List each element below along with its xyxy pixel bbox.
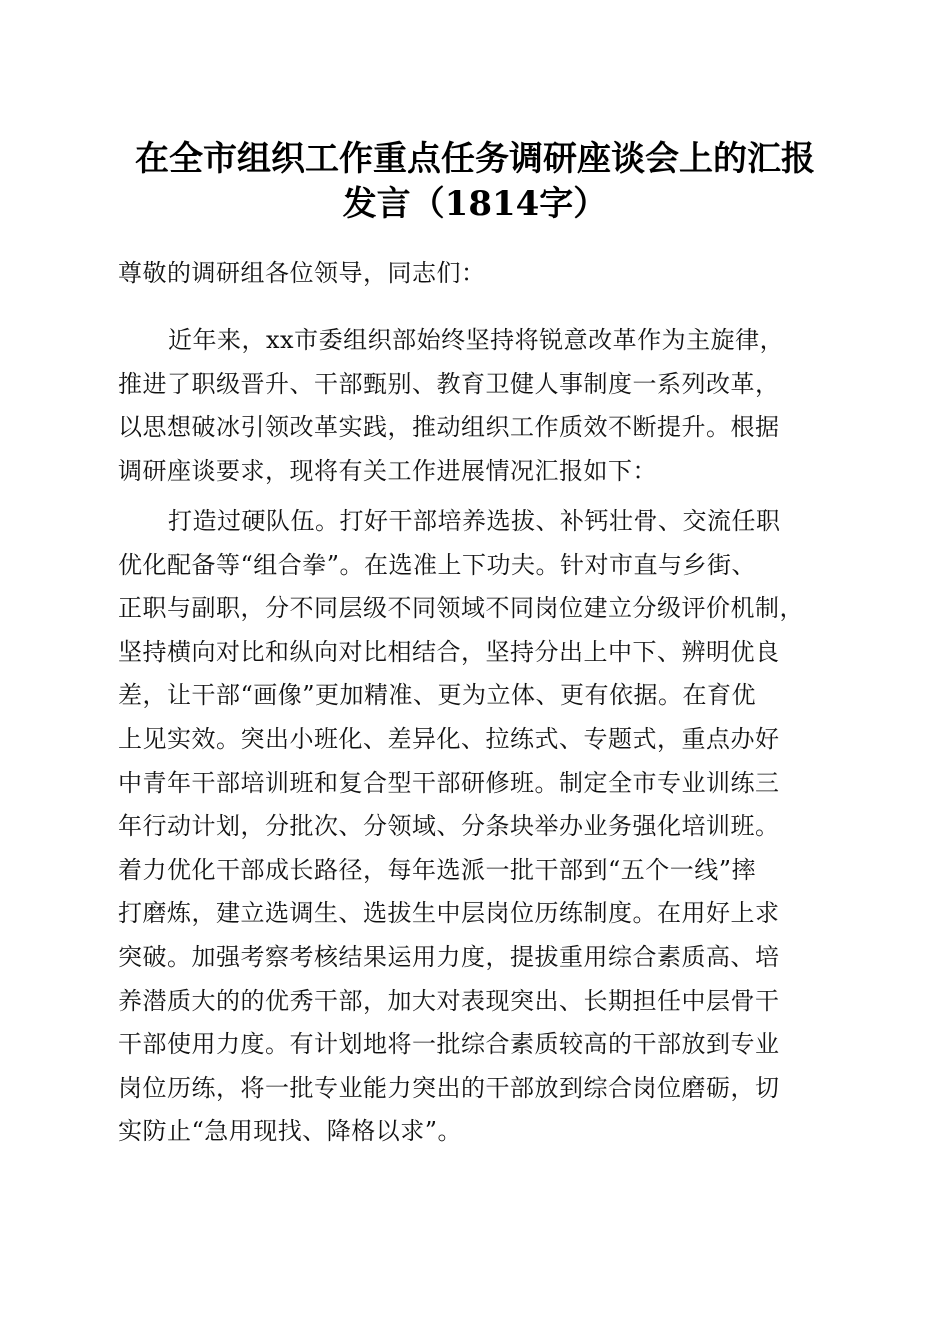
paragraph-line: 岗位历练，将一批专业能力突出的干部放到综合岗位磨砺，切 — [118, 1073, 780, 1102]
paragraph-line: 养潜质大的的优秀干部，加大对表现突出、长期担任中层骨干 — [118, 986, 780, 1015]
paragraph-line: 实防止“急用现找、降格以求”。 — [118, 1117, 463, 1146]
paragraph-line: 打造过硬队伍。打好干部培养选拔、补钙壮骨、交流任职 — [168, 507, 781, 535]
greeting: 尊敬的调研组各位领导，同志们： — [118, 259, 486, 287]
document-title-line2: 发言（1814字） — [342, 184, 608, 224]
paragraph-1 — [118, 319, 838, 493]
paragraph-line: 中青年干部培训班和复合型干部研修班。制定全市专业训练三 — [118, 768, 780, 797]
paragraph-line: 调研座谈要求，现将有关工作进展情况汇报如下： — [118, 456, 657, 485]
paragraph-line: 推进了职级晋升、干部甄别、教育卫健人事制度一系列改革， — [118, 369, 780, 398]
paragraph-line: 近年来，xx市委组织部始终坚持将锐意改革作为主旋律， — [168, 326, 785, 354]
paragraph-line: 干部使用力度。有计划地将一批综合素质较高的干部放到专业 — [118, 1030, 780, 1059]
paragraph-2 — [118, 500, 838, 1154]
paragraph-line: 正职与副职，分不同层级不同领域不同岗位建立分级评价机制， — [118, 594, 804, 623]
paragraph-line: 坚持横向对比和纵向对比相结合，坚持分出上中下、辨明优良 — [118, 637, 780, 666]
paragraph-line: 年行动计划，分批次、分领域、分条块举办业务强化培训班。 — [118, 812, 780, 841]
paragraph-line: 着力优化干部成长路径，每年选派一批干部到“五个一线”摔 — [118, 855, 757, 884]
paragraph-line: 突破。加强考察考核结果运用力度，提拔重用综合素质高、培 — [118, 942, 780, 971]
paragraph-line: 以思想破冰引领改革实践，推动组织工作质效不断提升。根据 — [118, 413, 780, 442]
paragraph-line: 打磨炼，建立选调生、选拔生中层岗位历练制度。在用好上求 — [118, 899, 780, 928]
paragraph-line: 优化配备等“组合拳”。在选准上下功夫。针对市直与乡街、 — [118, 550, 757, 579]
paragraph-line: 差，让干部“画像”更加精准、更为立体、更有依据。在育优 — [118, 681, 757, 710]
paragraph-line: 上见实效。突出小班化、差异化、拉练式、专题式，重点办好 — [118, 724, 780, 753]
document-title-line1: 在全市组织工作重点任务调研座谈会上的汇报 — [135, 139, 815, 179]
